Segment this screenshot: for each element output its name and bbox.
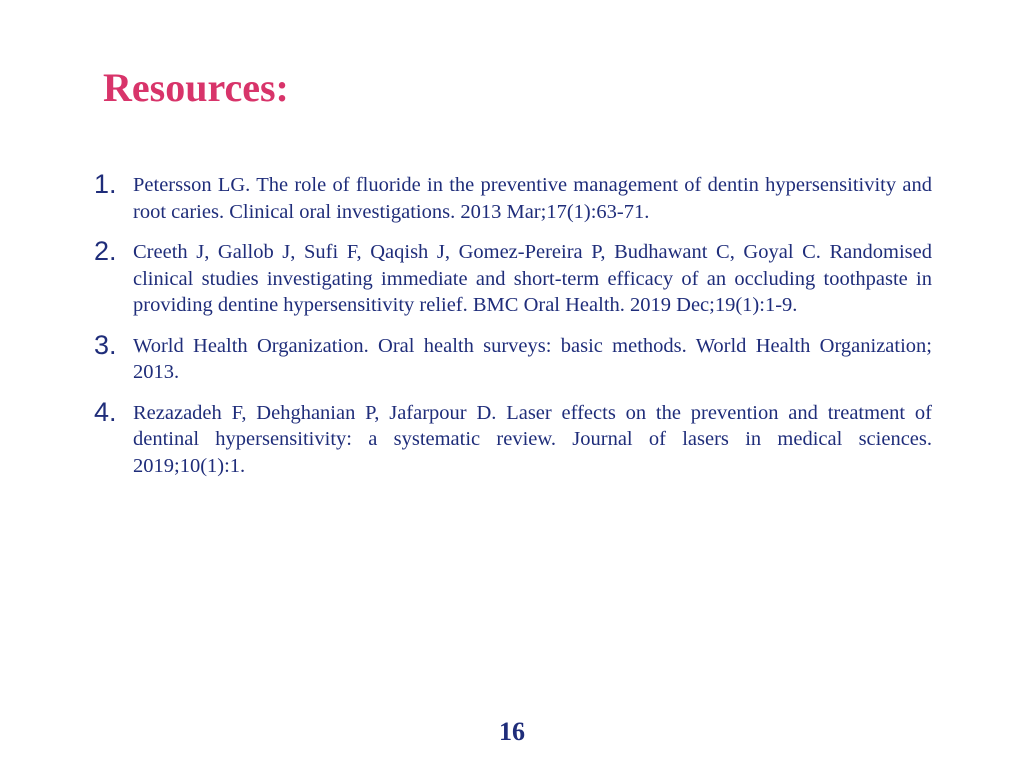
- reference-number: 4.: [94, 396, 117, 427]
- reference-item-4: [94, 396, 932, 480]
- reference-text: Rezazadeh F, Dehghanian P, Jafarpour D. Laser effects on the prevention and treatment of dentinal hypersensitivity: a systematic review. Journal of lasers in medical sciences. 2019;10(1):1.: [133, 401, 932, 477]
- reference-text: Petersson LG. The role of fluoride in the preventive management of dentin hypersensitivity and root caries. Clinical oral investigations. 2013 Mar;17(1):63-71.: [133, 174, 932, 223]
- reference-text: Creeth J, Gallob J, Sufi F, Qaqish J, Gomez-Pereira P, Budhawant C, Goyal C. Randomised clinical studies investigating immediate and short-term efficacy of an occluding toothpaste in providing dentine hypersensitivity relief. BMC Oral Health. 2019 Dec;19(1):1-9.: [133, 241, 932, 316]
- reference-number: 1.: [94, 169, 117, 199]
- reference-list: [94, 169, 932, 493]
- reference-item-1: [94, 169, 932, 225]
- reference-item-2: [94, 236, 932, 319]
- reference-item-3: [94, 329, 932, 386]
- slide-title: Resources:: [103, 65, 289, 110]
- reference-number: 3.: [94, 329, 117, 360]
- reference-text: World Health Organization. Oral health surveys: basic methods. World Health Organization; 2013.: [133, 334, 932, 383]
- reference-number: 2.: [94, 236, 117, 266]
- page-number: 16: [499, 717, 525, 746]
